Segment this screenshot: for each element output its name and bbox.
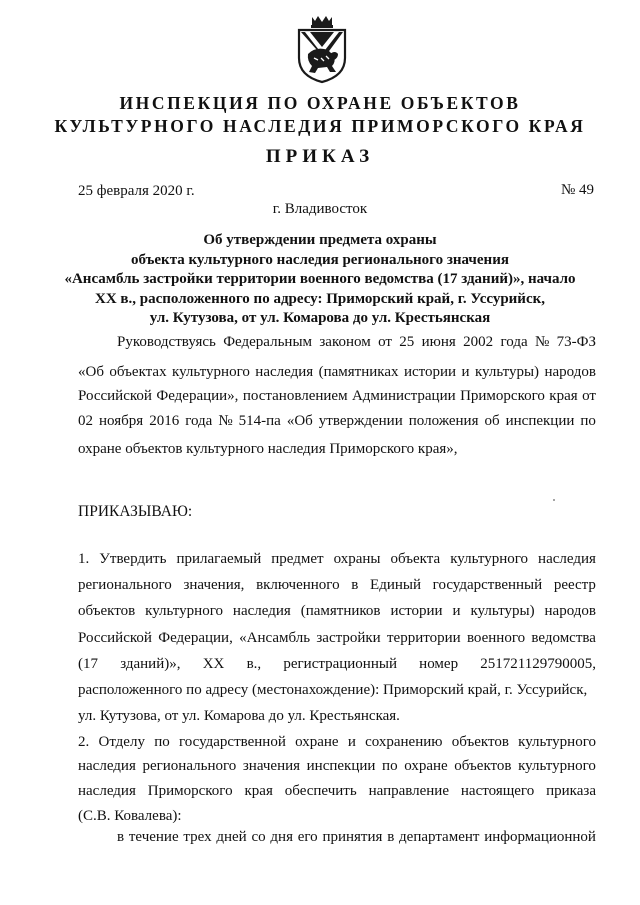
item1-line xyxy=(78,577,596,594)
order-city: г. Владивосток xyxy=(272,201,368,217)
word: от xyxy=(582,388,596,404)
word: регионального xyxy=(142,758,237,774)
word: 2016 xyxy=(149,413,180,429)
word: года xyxy=(500,334,528,350)
organization-name-line-2: КУЛЬТУРНОГО НАСЛЕДИЯ ПРИМОРСКОГО КРАЯ xyxy=(54,116,586,136)
word: ноября xyxy=(99,413,144,429)
word: трех xyxy=(183,829,212,845)
word: наследия xyxy=(232,603,291,619)
item2-line xyxy=(117,829,596,846)
word: объектов xyxy=(451,734,509,750)
word: обеспечить xyxy=(284,783,357,799)
preamble-line xyxy=(78,413,596,430)
primorsky-krai-coat-of-arms-icon xyxy=(296,14,348,84)
word: Российской xyxy=(78,388,152,404)
word: Отделу xyxy=(98,734,145,750)
word: Администрации xyxy=(351,388,456,404)
word: значения, xyxy=(183,577,245,593)
word: истории xyxy=(403,364,457,380)
word: в., xyxy=(246,656,262,672)
word: и xyxy=(347,734,356,750)
word: в xyxy=(387,829,395,845)
word: настоящего xyxy=(460,783,535,799)
subject-line: Об утверждении предмета охраны xyxy=(203,232,437,248)
word: охране xyxy=(404,758,448,774)
word: регионального xyxy=(78,577,172,593)
item1-line: ул. Кутузова, от ул. Комарова до ул. Крестьянская. xyxy=(78,708,400,724)
document-type-title: ПРИКАЗ xyxy=(265,146,375,167)
organization-name-line-1: ИНСПЕКЦИЯ ПО ОХРАНЕ ОБЪЕКТОВ xyxy=(119,93,521,113)
item2-line xyxy=(78,783,596,800)
word: инспекции xyxy=(306,758,376,774)
word: территории xyxy=(386,630,461,646)
word: Единый xyxy=(370,577,421,593)
order-date: 25 февраля 2020 г. xyxy=(78,183,195,199)
word: Утвердить xyxy=(99,551,167,567)
word: инспекции xyxy=(505,413,575,429)
word: прилагаемый xyxy=(176,551,262,567)
word: объектов xyxy=(454,758,512,774)
word: 02 xyxy=(78,413,93,429)
word: № xyxy=(534,334,550,350)
item1-line xyxy=(78,551,596,568)
word: утверждении xyxy=(318,413,403,429)
word: значения xyxy=(242,758,301,774)
order-number: № 49 xyxy=(560,182,594,198)
item2-line xyxy=(78,734,596,751)
word: 2002 xyxy=(463,334,494,350)
subject-line: объекта культурного наследия регионального значения xyxy=(131,251,509,268)
item1-line xyxy=(78,630,596,647)
word: (памятников xyxy=(300,603,381,619)
preamble-line xyxy=(78,364,596,381)
word: принятия xyxy=(322,829,383,845)
preamble-line xyxy=(117,334,596,351)
word: Федеральным xyxy=(223,334,313,350)
item2-line xyxy=(78,758,596,775)
word: ведомства xyxy=(531,630,596,646)
word: дней xyxy=(216,829,247,845)
word: культуры) xyxy=(470,603,535,619)
word: законом xyxy=(319,334,371,350)
subject-line: XX в., расположенного по адресу: Приморский край, г. Уссурийск, xyxy=(94,290,545,307)
word: 514-па xyxy=(238,413,281,429)
word: года xyxy=(185,413,213,429)
word: народов xyxy=(544,364,596,380)
preamble-line xyxy=(78,388,596,405)
word: «Ансамбль xyxy=(239,630,311,646)
word: Федерации», xyxy=(156,388,239,404)
word: края xyxy=(549,388,578,404)
order-directive-word: ПРИКАЗЫВАЮ: xyxy=(78,503,193,520)
word: «Об xyxy=(78,364,104,380)
word: культурного xyxy=(172,364,250,380)
word: зданий)», xyxy=(120,656,181,672)
word: наследия xyxy=(538,551,596,567)
word: государственной xyxy=(178,734,286,750)
word: в xyxy=(351,577,359,593)
word: по xyxy=(580,413,596,429)
word: культуры) xyxy=(474,364,540,380)
item1-line xyxy=(78,603,596,620)
word: народов xyxy=(544,603,596,619)
word: об xyxy=(484,413,500,429)
order-subject xyxy=(60,231,580,329)
word: охране xyxy=(295,734,339,750)
word: культурного xyxy=(518,758,596,774)
word: сохранению xyxy=(365,734,443,750)
word: от xyxy=(378,334,392,350)
word: течение xyxy=(128,829,179,845)
word: по xyxy=(154,734,170,750)
word: дня xyxy=(270,829,293,845)
word: наследия xyxy=(255,364,314,380)
word: направление xyxy=(368,783,449,799)
word: 2. xyxy=(78,734,90,750)
word: охраны xyxy=(333,551,381,567)
word: регистрационный xyxy=(283,656,397,672)
word: Федерации, xyxy=(158,630,233,646)
preamble-line: охране объектов культурного наследия Приморского края», xyxy=(78,441,458,457)
word: постановлением xyxy=(242,388,348,404)
word: (памятниках xyxy=(318,364,399,380)
word: приказа xyxy=(546,783,596,799)
word: 25 xyxy=(399,334,415,350)
word: 251721129790005, xyxy=(480,656,596,672)
word: XX xyxy=(202,656,225,672)
word: края xyxy=(244,783,273,799)
word: в xyxy=(117,829,125,845)
word: Российской xyxy=(78,630,152,646)
item1-line xyxy=(78,656,596,673)
scan-speck xyxy=(553,499,555,501)
word: культурного xyxy=(145,603,223,619)
word: государственный xyxy=(432,577,543,593)
word: культурного xyxy=(518,734,596,750)
word: реестр xyxy=(553,577,596,593)
word: включенного xyxy=(256,577,340,593)
word: наследия xyxy=(78,758,136,774)
word: истории xyxy=(390,603,443,619)
word: (17 xyxy=(78,656,98,672)
word: объекта xyxy=(390,551,441,567)
item2-line: (С.В. Ковалева): xyxy=(78,808,182,824)
word: Приморского xyxy=(460,388,545,404)
word: наследия xyxy=(78,783,136,799)
word: объектов xyxy=(78,603,136,619)
word: и xyxy=(461,364,470,380)
word: июня xyxy=(421,334,456,350)
word: по xyxy=(382,758,398,774)
word: его xyxy=(297,829,318,845)
word: «Об xyxy=(286,413,313,429)
word: Руководствуясь xyxy=(117,334,216,350)
word: департамент xyxy=(399,829,480,845)
word: культурного xyxy=(450,551,529,567)
word: 73-ФЗ xyxy=(556,334,596,350)
item1-line: расположенного по адресу (местонахождение): Приморский край, г. Уссурийск, xyxy=(78,682,588,698)
word: положения xyxy=(408,413,479,429)
word: объектах xyxy=(109,364,167,380)
subject-line: «Ансамбль застройки территории военного ведомства (17 зданий)», начало xyxy=(64,271,576,288)
word: информационной xyxy=(484,829,596,845)
word: № xyxy=(218,413,233,429)
word: номер xyxy=(419,656,459,672)
word: предмет xyxy=(271,551,324,567)
subject-line: ул. Кутузова, от ул. Комарова до ул. Крестьянская xyxy=(149,310,491,327)
word: со xyxy=(251,829,266,845)
word: 1. xyxy=(78,551,90,567)
word: и xyxy=(452,603,461,619)
word: Приморского xyxy=(147,783,233,799)
word: застройки xyxy=(316,630,381,646)
word: военного xyxy=(466,630,526,646)
